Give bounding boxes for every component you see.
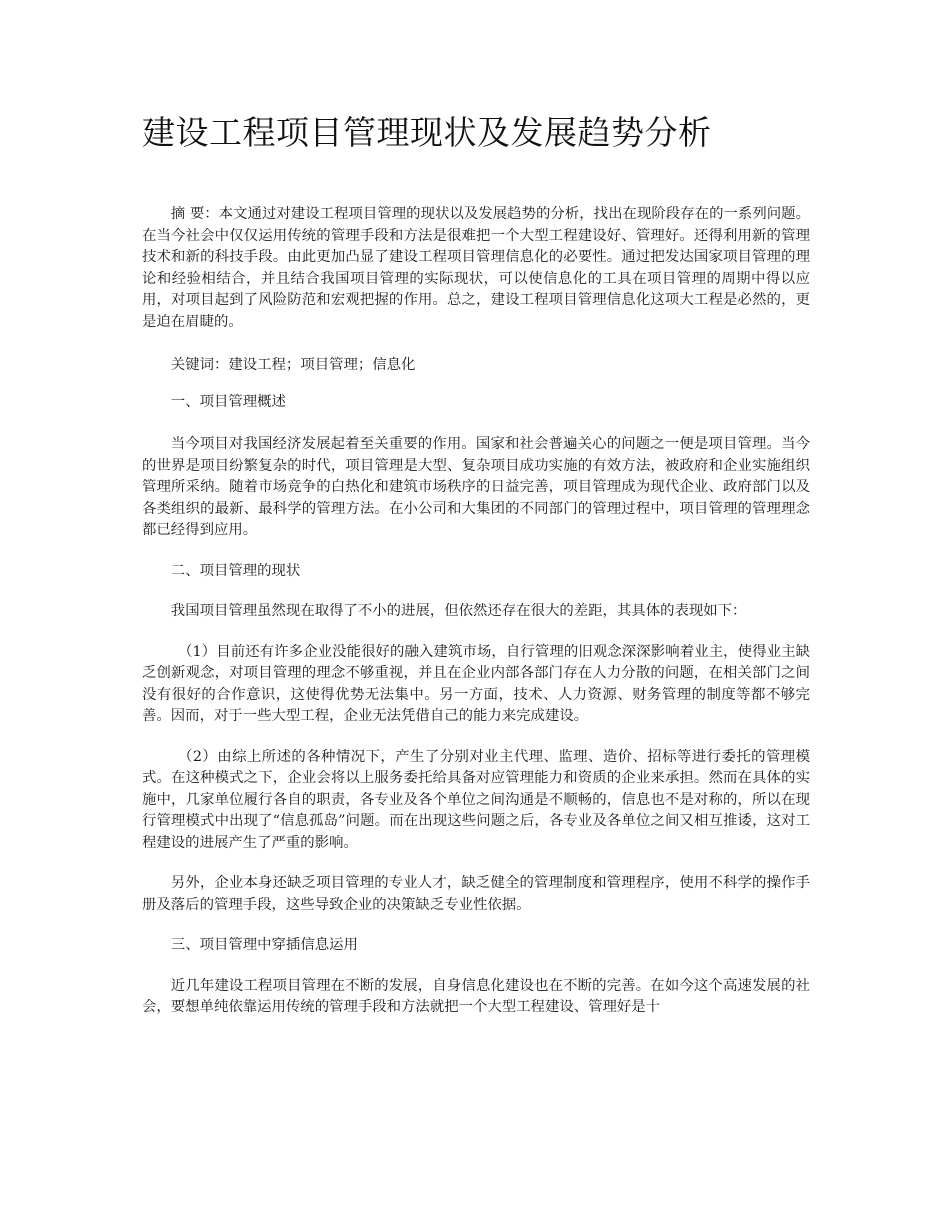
section2-closing-paragraph: 另外，企业本身还缺乏项目管理的专业人才，缺乏健全的管理制度和管理程序，使用不科学的操作手册及落后的管理手段，这些导致企业的决策缺乏专业性依据。 — [142, 875, 810, 913]
section2-intro-paragraph: 我国项目管理虽然现在取得了不小的进展，但依然还存在很大的差距，其具体的表现如下： — [170, 603, 747, 619]
abstract-paragraph: 摘 要：本文通过对建设工程项目管理的现状以及发展趋势的分析，找出在现阶段存在的一系列问题。在当今社会中仅仅运用传统的管理手段和方法是很难把一个大型工程建设好、管理好。还得利用新的管理技术和新的科技手段。由此更加凸显了建设工程项目管理信息化的必要性。通过把发达国家项目管理的理论和经验相结合，并且结合我国项目管理的实际现状，可以使信息化的工具在项目管理的周期中得以应用，对项目起到了风险防范和宏观把握的作用。总之，建设工程项目管理信息化这项大工程是必然的，更是迫在眉睫的。 — [142, 206, 810, 330]
section-heading-1: 一、项目管理概述 — [170, 393, 286, 410]
section3-paragraph: 近几年建设工程项目管理在不断的发展，自身信息化建设也在不断的完善。在如今这个高速发展的社会，要想单纯依靠运用传统的管理手段和方法就把一个大型工程建设、管理好是十 — [142, 977, 810, 1015]
document-body — [142, 0, 810, 1019]
section-heading-2: 二、项目管理的现状 — [170, 562, 301, 579]
section2-item-2: （2）由综上所述的各种情况下，产生了分别对业主代理、监理、造价、招标等进行委托的管理模式。在这种模式之下，企业会将以上服务委托给具备对应管理能力和资质的企业来承担。然而在具体的实施中，几家单位履行各自的职责，各专业及各个单位之间沟通是不顺畅的，信息也不是对称的，所以在现行管理模式中出现了“信息孤岛”问题。而在出现这些问题之后，各专业及各单位之间又相互推诿，这对工程建设的进展产生了严重的影响。 — [142, 748, 810, 851]
keywords-line: 关键词：建设工程；项目管理；信息化 — [170, 357, 416, 373]
section1-paragraph: 当今项目对我国经济发展起着至关重要的作用。国家和社会普遍关心的问题之一便是项目管理。当今的世界是项目纷繁复杂的时代，项目管理是大型、复杂项目成功实施的有效方法，被政府和企业实施组织管理所采纳。随着市场竞争的白热化和建筑市场秩序的日益完善，项目管理成为现代企业、政府部门以及各类组织的最新、最科学的管理方法。在小公司和大集团的不同部门的管理过程中，项目管理的管理理念都已经得到应用。 — [142, 436, 810, 538]
section2-item-1: （1）目前还有许多企业没能很好的融入建筑市场，自行管理的旧观念深深影响着业主，使得业主缺乏创新观念，对项目管理的理念不够重视，并且在企业内部各部门存在人力分散的问题，在相关部门之间没有很好的合作意识，这使得优势无法集中。另一方面，技术、人力资源、财务管理的制度等都不够完善。因而，对于一些大型工程，企业无法凭借自己的能力来完成建设。 — [142, 643, 810, 724]
section-heading-3: 三、项目管理中穿插信息运用 — [170, 937, 358, 953]
document-title: 建设工程项目管理现状及发展趋势分析 — [142, 113, 712, 152]
